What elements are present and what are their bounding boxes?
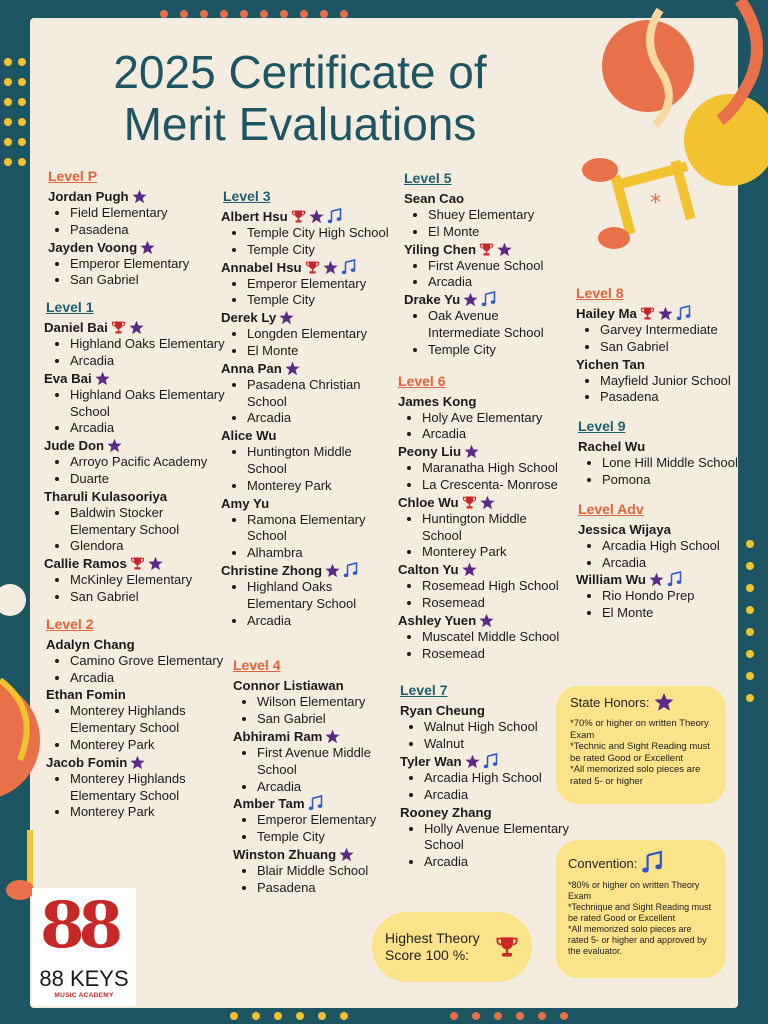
student-details: • Monterey Highlands Elementary School • Monterey Park xyxy=(70,703,229,753)
level-heading: Level 7 xyxy=(400,682,448,699)
student-details: • Holy Ave Elementary • Arcadia xyxy=(422,410,570,444)
column-1 xyxy=(44,168,229,821)
star-icon xyxy=(339,847,354,862)
student-name: Jacob Fomin xyxy=(46,754,229,771)
academy-logo xyxy=(32,888,136,1006)
star-icon xyxy=(658,306,673,321)
trophy-icon xyxy=(291,209,306,224)
student-name: Tyler Wan xyxy=(400,753,570,770)
student-name: Peony Liu xyxy=(398,443,570,460)
student-name: Abhirami Ram xyxy=(233,728,389,745)
student-name: Alice Wu xyxy=(221,428,277,444)
student-details: • Huntington Middle School • Monterey Park xyxy=(422,511,570,561)
left-decoration xyxy=(0,560,40,920)
student-details: • Baldwin Stocker Elementary School • Glendora xyxy=(70,505,229,555)
music-notes-decoration xyxy=(560,0,768,260)
student-details: • Garvey Intermediate • San Gabriel xyxy=(600,322,739,356)
trophy-icon xyxy=(305,260,320,275)
student-details: • Lone Hill Middle School • Pomona xyxy=(602,455,739,489)
student-details: • Ramona Elementary School • Alhambra xyxy=(247,512,389,562)
star-icon xyxy=(464,444,479,459)
student-name: Jessica Wijaya xyxy=(578,521,671,537)
trophy-icon xyxy=(640,306,655,321)
trophy-icon xyxy=(111,320,126,335)
state-honors-heading: State Honors: xyxy=(570,692,712,712)
student-details: • Highland Oaks Elementary School • Arcadia xyxy=(247,579,389,629)
student-name: Jordan Pugh xyxy=(48,188,229,205)
student-name: Rachel Wu xyxy=(578,439,646,455)
student-details: • Emperor Elementary • San Gabriel xyxy=(70,256,229,290)
highest-theory-legend xyxy=(372,912,532,982)
column-2 xyxy=(221,188,389,897)
student-details: • Pasadena Christian School • Arcadia xyxy=(247,377,389,427)
student-name: Amber Tam xyxy=(233,795,389,812)
star-icon xyxy=(130,755,145,770)
level-heading: Level 9 xyxy=(578,418,626,435)
level-heading: Level 2 xyxy=(46,615,94,632)
music-note-icon xyxy=(483,753,498,770)
svg-text:*: * xyxy=(650,191,661,216)
student-name: Jude Don xyxy=(44,437,229,454)
student-name: Yichen Tan xyxy=(576,356,645,372)
student-name: Hailey Ma xyxy=(576,305,739,322)
student-details: • Highland Oaks Elementary • Arcadia xyxy=(70,336,229,370)
logo-subtitle: MUSIC ACADEMY xyxy=(54,992,114,999)
student-name: Chloe Wu xyxy=(398,494,570,511)
student-name: Adalyn Chang xyxy=(46,636,135,652)
student-details: • Walnut High School • Walnut xyxy=(424,719,570,753)
student-name: Albert Hsu xyxy=(221,208,389,225)
student-name: Anna Pan xyxy=(221,360,389,377)
student-details: • Oak Avenue Intermediate School • Temple City xyxy=(428,308,570,358)
convention-heading: Convention: xyxy=(568,850,714,876)
star-icon xyxy=(285,361,300,376)
student-name: Yiling Chen xyxy=(404,241,570,258)
star-icon xyxy=(323,260,338,275)
student-details: • Highland Oaks Elementary School • Arcadia xyxy=(70,387,229,437)
student-name: Eva Bai xyxy=(44,370,229,387)
music-note-icon xyxy=(341,259,356,276)
music-note-icon xyxy=(676,305,691,322)
trophy-icon xyxy=(479,242,494,257)
convention-criteria: *80% or higher on written Theory Exam *Technique and Sight Reading must be rated Good or Excellent *All memorized solo pieces are rated 5- or higher and approved by the evaluator. xyxy=(568,880,712,956)
student-details: • Holly Avenue Elementary School • Arcadia xyxy=(424,821,570,871)
student-name: Christine Zhong xyxy=(221,562,389,579)
star-icon xyxy=(325,563,340,578)
level-heading: Level P xyxy=(48,168,98,184)
student-name: Ashley Yuen xyxy=(398,612,570,629)
student-details: • Monterey Highlands Elementary School • Monterey Park xyxy=(70,771,229,821)
student-details: • Temple City High School • Temple City xyxy=(247,225,389,259)
student-details: • Wilson Elementary • San Gabriel xyxy=(257,694,389,728)
student-name: Annabel Hsu xyxy=(221,259,389,276)
star-icon xyxy=(462,562,477,577)
student-name: Callie Ramos xyxy=(44,555,229,572)
state-honors-criteria: *70% or higher on written Theory Exam *Technic and Sight Reading must be rated Good or Excellent *All memorized solo pieces are rated 5- or higher xyxy=(570,718,710,787)
student-details: • Field Elementary • Pasadena xyxy=(70,205,229,239)
student-details: • Muscatel Middle School • Rosemead xyxy=(422,629,570,663)
trophy-icon xyxy=(130,556,145,571)
column-4 xyxy=(574,285,739,622)
star-icon xyxy=(107,438,122,453)
star-icon xyxy=(463,292,478,307)
star-icon xyxy=(465,754,480,769)
column-3 xyxy=(400,170,570,871)
star-icon xyxy=(479,613,494,628)
star-icon xyxy=(325,729,340,744)
trophy-icon xyxy=(462,495,477,510)
music-note-icon xyxy=(327,208,342,225)
star-icon xyxy=(140,240,155,255)
student-name: Amy Yu xyxy=(221,495,270,511)
student-details: • Arroyo Pacific Academy • Duarte xyxy=(70,454,229,488)
music-note-icon xyxy=(308,795,323,812)
level-heading: Level 4 xyxy=(233,657,281,674)
student-name: William Wu xyxy=(576,571,739,588)
state-honors-legend xyxy=(556,686,726,804)
level-heading: Level Adv xyxy=(578,500,644,517)
student-name: Connor Listiawan xyxy=(233,678,344,694)
star-icon xyxy=(309,209,324,224)
star-icon xyxy=(148,556,163,571)
student-details: • First Avenue Middle School • Arcadia xyxy=(257,745,389,795)
student-name: Calton Yu xyxy=(398,561,570,578)
student-name: Ryan Cheung xyxy=(400,703,485,719)
star-icon xyxy=(654,692,674,712)
star-icon xyxy=(649,572,664,587)
music-note-icon xyxy=(343,562,358,579)
star-icon xyxy=(132,189,147,204)
student-details: • Blair Middle School • Pasadena xyxy=(257,863,389,897)
student-details: • McKinley Elementary • San Gabriel xyxy=(70,572,229,606)
student-details: • Huntington Middle School • Monterey Park xyxy=(247,444,389,494)
highest-theory-label: Highest Theory Score 100 %: xyxy=(385,930,480,963)
student-details: • Longden Elementary • El Monte xyxy=(247,326,389,360)
student-details: • Shuey Elementary • El Monte xyxy=(428,207,570,241)
student-details: • Rio Hondo Prep • El Monte xyxy=(602,588,739,622)
student-name: Tharuli Kulasooriya xyxy=(44,488,168,504)
logo-mark: 88 xyxy=(40,888,118,963)
student-details: • Emperor Elementary • Temple City xyxy=(257,812,389,846)
student-name: Ethan Fomin xyxy=(46,687,126,703)
student-name: Daniel Bai xyxy=(44,319,229,336)
student-details: • Mayfield Junior School • Pasadena xyxy=(600,373,739,407)
student-name: Sean Cao xyxy=(404,191,465,206)
student-name: Drake Yu xyxy=(404,291,570,308)
music-note-icon xyxy=(481,291,496,308)
level-heading: Level 5 xyxy=(404,170,452,186)
student-details: • Maranatha High School • La Crescenta- Monrose xyxy=(422,460,570,494)
student-name: Jayden Voong xyxy=(48,239,229,256)
student-details: • Rosemead High School • Rosemead xyxy=(422,578,570,612)
star-icon xyxy=(95,371,110,386)
student-details: • Arcadia High School • Arcadia xyxy=(602,538,739,572)
music-note-icon xyxy=(641,850,663,876)
convention-legend xyxy=(556,840,726,978)
student-details: • First Avenue School • Arcadia xyxy=(428,258,570,292)
star-icon xyxy=(497,242,512,257)
student-name: Derek Ly xyxy=(221,309,389,326)
level-heading: Level 1 xyxy=(46,299,94,316)
page-title: 2025 Certificate of Merit Evaluations xyxy=(113,46,487,150)
level-heading: Level 3 xyxy=(223,188,271,204)
star-icon xyxy=(279,310,294,325)
star-icon xyxy=(129,320,144,335)
star-icon xyxy=(480,495,495,510)
student-name: Winston Zhuang xyxy=(233,846,389,863)
trophy-icon xyxy=(495,935,519,959)
student-details: • Arcadia High School • Arcadia xyxy=(424,770,570,804)
music-note-icon xyxy=(667,571,682,588)
student-name: James Kong xyxy=(398,393,477,409)
level-heading: Level 6 xyxy=(398,372,446,389)
level-heading: Level 8 xyxy=(576,285,624,301)
student-name: Rooney Zhang xyxy=(400,804,492,820)
logo-name: 88 KEYS xyxy=(39,966,129,991)
student-details: • Emperor Elementary • Temple City xyxy=(247,276,389,310)
student-details: • Camino Grove Elementary • Arcadia xyxy=(70,653,260,687)
